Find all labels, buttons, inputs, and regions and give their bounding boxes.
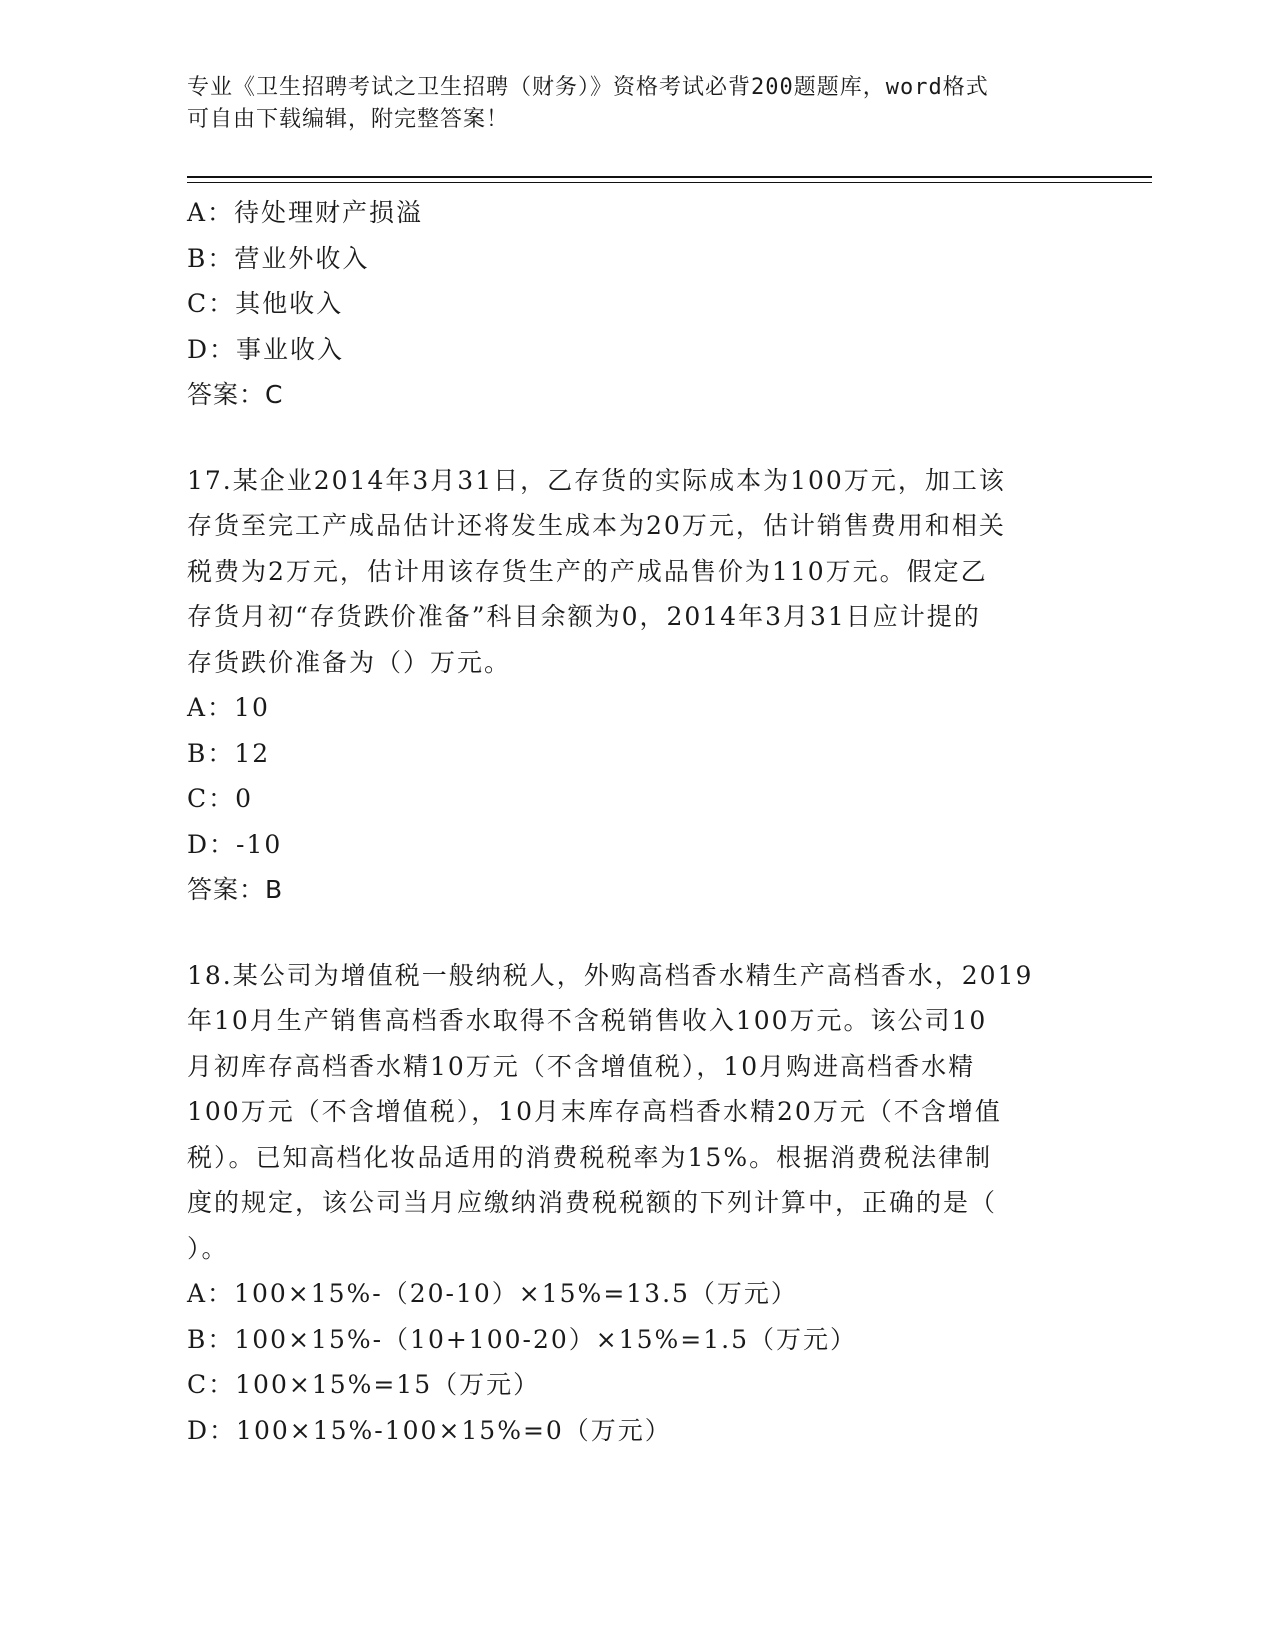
option-a: A：10 (187, 693, 270, 722)
answer: 答案：C (187, 380, 284, 409)
header-line-2: 可自由下载编辑，附完整答案！ (187, 107, 510, 132)
option-d: D：事业收入 (187, 334, 345, 364)
option-c: C：100×15%=15（万元） (187, 1370, 541, 1399)
question-text-line: 月初库存高档香水精10万元（不含增值税），10月购进高档香水精 (187, 1051, 976, 1081)
option-a: A：待处理财产损溢 (187, 198, 424, 227)
question-text-line: 度的规定，该公司当月应缴纳消费税税额的下列计算中，正确的是（ (187, 1188, 998, 1217)
header-rule-thick (187, 176, 1152, 178)
question-text-line: 100万元（不含增值税），10月末库存高档香水精20万元（不含增值 (187, 1097, 1002, 1126)
question-text-line: 存货至完工产成品估计还将发生成本为20万元，估计销售费用和相关 (187, 511, 1006, 540)
question-17 (187, 458, 1077, 913)
option-b: B：营业外收入 (187, 243, 370, 273)
answer: 答案：B (187, 875, 284, 904)
question-16 (187, 190, 1077, 418)
option-b: B：100×15%-（10+100-20）×15%=1.5（万元） (187, 1324, 858, 1354)
option-c: C：其他收入 (187, 289, 344, 318)
question-text-line: ）。 (187, 1233, 229, 1263)
question-text-line: 年10月生产销售高档香水取得不含税销售收入100万元。该公司10 (187, 1006, 988, 1035)
option-d: D：100×15%-100×15%=0（万元） (187, 1415, 672, 1445)
option-c: C：0 (187, 784, 254, 813)
question-text-line: 17.某企业2014年3月31日，乙存货的实际成本为100万元，加工该 (187, 465, 1006, 495)
option-d: D：-10 (187, 829, 283, 859)
document-header (187, 72, 1067, 136)
option-b: B：12 (187, 738, 271, 768)
question-text-line: 18.某公司为增值税一般纳税人，外购高档香水精生产高档香水，2019 (187, 960, 1034, 990)
question-text-line: 税）。已知高档化妆品适用的消费税税率为15%。根据消费税法律制 (187, 1142, 993, 1172)
question-18 (187, 953, 1077, 1454)
question-text-line: 存货月初“存货跌价准备”科目余额为0，2014年3月31日应计提的 (187, 602, 981, 631)
document-body (187, 190, 1077, 1453)
option-a: A：100×15%-（20-10）×15%=13.5（万元） (187, 1279, 798, 1308)
header-line-1: 专业《卫生招聘考试之卫生招聘（财务）》资格考试必背200题题库，word格式 (187, 75, 989, 100)
header-rule-thin (187, 182, 1152, 183)
question-text-line: 税费为2万元，估计用该存货生产的产成品售价为110万元。假定乙 (187, 556, 988, 586)
question-text-line: 存货跌价准备为（）万元。 (187, 647, 512, 677)
